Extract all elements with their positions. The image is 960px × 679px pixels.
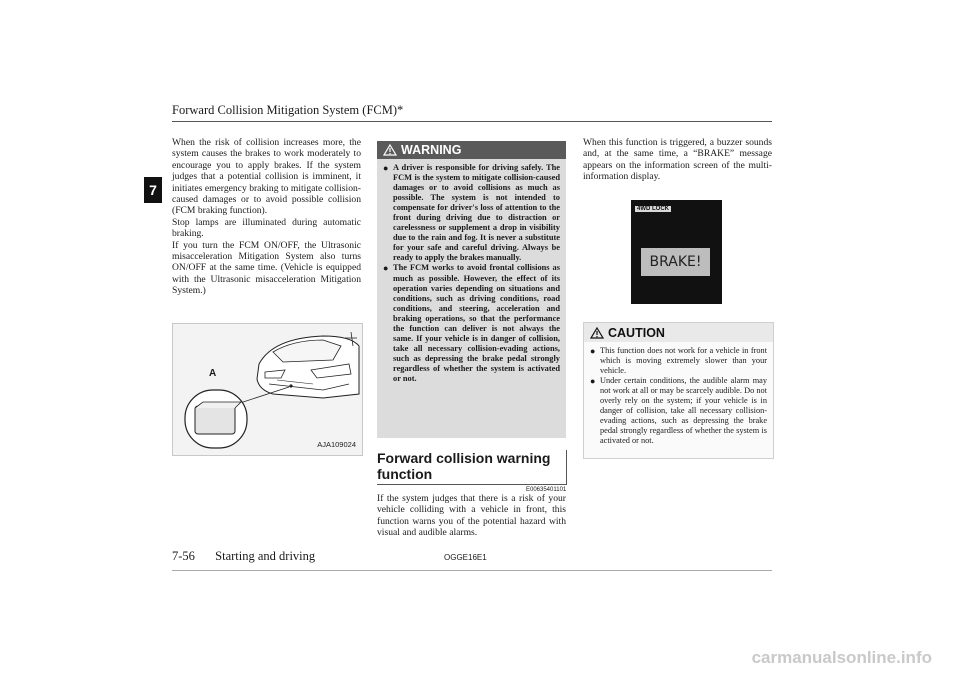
multi-information-display bbox=[631, 200, 722, 304]
paragraph: When the risk of collision increases more, the system causes the brakes to work moderately to encourage you to apply brakes. If the system judges that a potential collision is imminent, it initiates emergency braking to mitigate collision-caused damages or to avoid possible collision (FCM braking function). bbox=[172, 137, 361, 217]
bullet-icon: ● bbox=[590, 376, 596, 387]
caution-header bbox=[584, 323, 773, 342]
page-number: 7-56 bbox=[172, 549, 195, 563]
watermark: carmanualsonline.info bbox=[751, 648, 932, 667]
warning-header bbox=[377, 141, 566, 159]
right-column-text: When this function is triggered, a buzzer sounds and, at the same time, a “BRAKE” message appears on the information screen of the multi-information display. bbox=[583, 137, 772, 183]
caution-item-text: Under certain conditions, the audible alarm may not work at all or may be scarcely audible. Do not overly rely on the system; if your vehicle is in danger of collision, take all necessary collision-evading actions, such as depressing the brake pedal strongly regardless of whether the system is activated or not. bbox=[600, 376, 767, 446]
paragraph: If you turn the FCM ON/OFF, the Ultrasonic misacceleration Mitigation System also turns ON/OFF at the same time. (Vehicle is equipped with the Ultrasonic misacceleration Mitigation System.) bbox=[172, 239, 361, 297]
4wd-lock-indicator: 4WD LOCK bbox=[637, 206, 669, 212]
caution-icon bbox=[590, 327, 604, 339]
bullet-icon: ● bbox=[590, 346, 596, 356]
section-divider-vertical bbox=[566, 450, 567, 484]
bullet-icon: ● bbox=[383, 263, 389, 274]
caution-box bbox=[583, 322, 774, 459]
warning-item-text: A driver is responsible for driving safely. The FCM is the system to mitigate collision-caused damages or to avoid collisions as much as possible. The system is not intended to compensate for driver's loss of attention to the front during driving due to distraction or carelessness or supplement a drop in visibility due to the rain and fog. It is never a substitute for your safe and careful driving. Always be ready to apply the brakes manually. bbox=[393, 163, 560, 263]
chapter-tab: 7 bbox=[144, 177, 162, 203]
section-code: E00635401101 bbox=[526, 487, 567, 493]
page-header-title: Forward Collision Mitigation System (FCM)* bbox=[172, 103, 404, 117]
caution-item bbox=[590, 346, 767, 376]
caution-item bbox=[590, 376, 767, 446]
warning-item bbox=[383, 163, 560, 263]
footer-page-info bbox=[172, 549, 315, 564]
callout-label: A bbox=[209, 368, 217, 379]
warning-item-text: The FCM works to avoid frontal collisions as much as possible. However, the effect of its operation varies depending on situations and conditions, such as driving conditions, road conditions, and steering, acceleration and braking operations, so that the performance the function can deliver is not always the same. If your vehicle is in danger of collision, take all necessary collision-evading actions, such as depressing the brake pedal strongly regardless of whether the system is activated or not. bbox=[393, 263, 560, 383]
footer-code: OGGE16E1 bbox=[444, 553, 487, 562]
warning-icon bbox=[383, 144, 397, 156]
caution-title: CAUTION bbox=[608, 325, 665, 340]
section-body: If the system judges that there is a risk of your vehicle colliding with a vehicle in front, this function warns you of the potential hazard with visual and audible alarms. bbox=[377, 493, 566, 539]
left-column-text bbox=[172, 137, 361, 297]
footer-section: Starting and driving bbox=[215, 549, 316, 563]
sensor-location-figure bbox=[172, 323, 363, 456]
bullet-icon: ● bbox=[383, 163, 389, 173]
warning-title: WARNING bbox=[401, 143, 462, 157]
caution-item-text: This function does not work for a vehicle in front which is moving extremely slower than your vehicle. bbox=[600, 346, 767, 376]
paragraph: Stop lamps are illuminated during automatic braking. bbox=[172, 216, 361, 240]
header-divider bbox=[172, 121, 772, 122]
warning-item bbox=[383, 263, 560, 384]
figure-code: AJA109024 bbox=[317, 440, 356, 449]
brake-message: BRAKE! bbox=[641, 248, 710, 276]
footer-divider bbox=[172, 570, 772, 571]
warning-box bbox=[377, 141, 566, 438]
vehicle-front-illustration bbox=[173, 324, 362, 455]
section-divider bbox=[377, 484, 567, 485]
section-title: Forward collision warning function bbox=[377, 450, 551, 482]
